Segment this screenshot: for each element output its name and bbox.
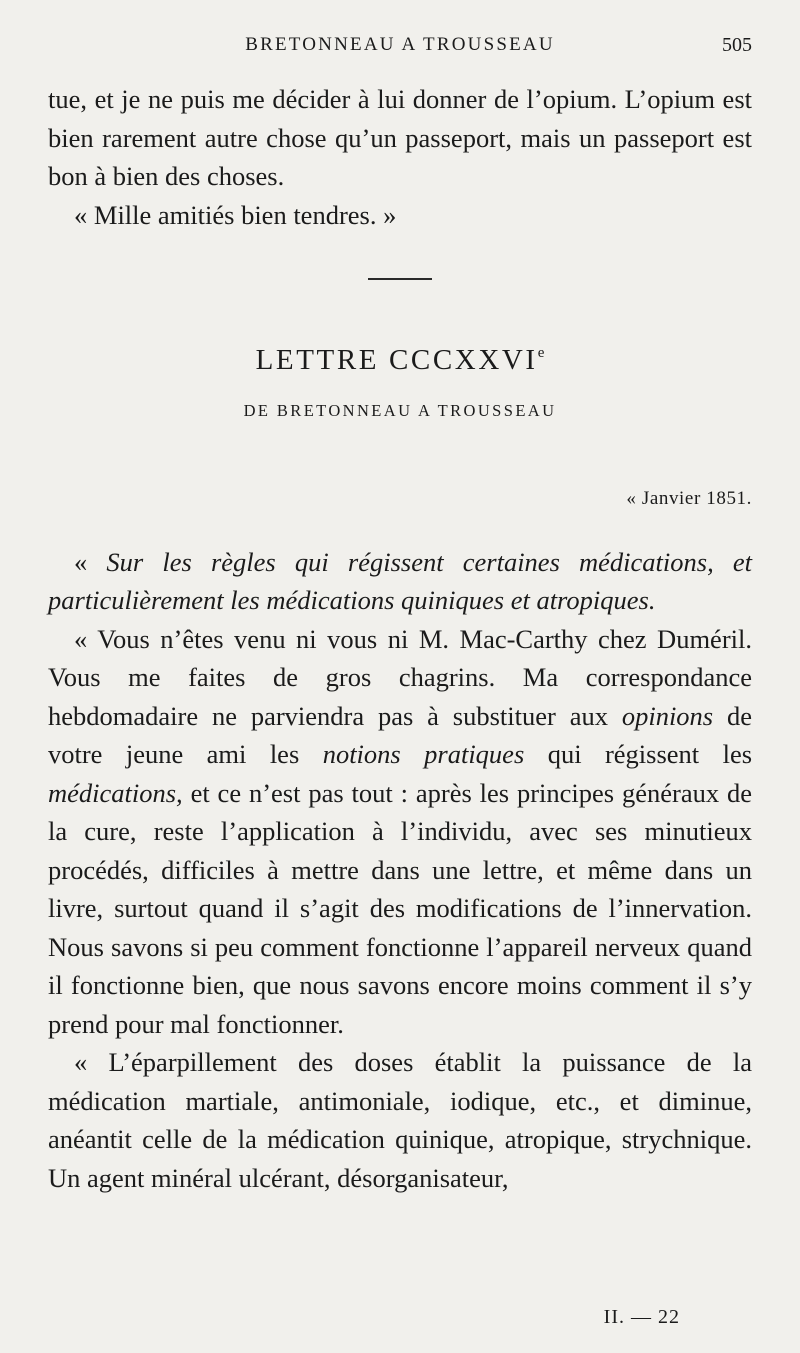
page-body xyxy=(48,80,752,1197)
subject-text: Sur les règles qui régissent certaines médications, et particulièrement les médications quiniques et atropiques. xyxy=(48,546,752,615)
letter-title xyxy=(48,334,752,379)
closing-paragraph: « Mille amitiés bien tendres. » xyxy=(74,199,397,230)
page-number: 505 xyxy=(722,34,752,56)
paragraph-1-italic-opinions: opinions xyxy=(621,700,714,731)
letter-title-superscript: e xyxy=(537,344,545,361)
continuation-paragraph: tue, et je ne puis me décider à lui donner de l’opium. L’opium est bien rarement autre chose qu’un passeport, mais un passeport est bon à bien des choses. xyxy=(48,84,752,191)
letter-subject xyxy=(48,543,752,620)
letter-subtitle: DE BRETONNEAU A TROUSSEAU xyxy=(243,400,557,420)
letter-paragraph-1 xyxy=(48,620,752,1044)
paragraph-1-text-c: de votre jeune ami les xyxy=(48,700,752,769)
letter-date: « Janvier 1851. xyxy=(626,487,752,509)
subject-quote-mark: « xyxy=(74,546,88,577)
letter-title-text: LETTRE CCCXXVI xyxy=(255,343,538,376)
paragraph-1-text-a: « Vous n’êtes venu ni vous ni M. Mac-Carthy chez Duméril. Vous me faites de gros chagrins. Ma correspondance hebdomadaire ne parviendra pas à substituer aux xyxy=(48,623,752,731)
signature-mark: II. — 22 xyxy=(603,1306,680,1328)
paragraph-1-italic-medications: médications, xyxy=(48,777,183,808)
running-title: BRETONNEAU A TROUSSEAU xyxy=(245,34,555,55)
section-divider xyxy=(368,278,432,280)
paragraph-1-text-g: et ce n’est pas tout : après les principes généraux de la cure, reste l’application à l’individu, avec ses minutieux procédés, difficiles à mettre dans une lettre, et même dans un livre, surtout quand il s’agit des modifications de l’innervation. Nous savons si peu comment fonctionne l’appareil nerveux quand il fonctionne bien, que nous savons encore moins comment il s’y prend pour mal fonctionner. xyxy=(48,777,752,1039)
letter-paragraph-2: « L’éparpillement des doses établit la puissance de la médication martiale, antimoniale, iodique, etc., et diminue, anéantit celle de la médication quinique, atropique, strychnique. Un agent minéral ulcérant, désorganisateur, xyxy=(48,1047,752,1193)
paragraph-1-text-e: qui régissent les xyxy=(547,739,753,769)
page-header xyxy=(48,34,752,64)
paragraph-1-italic-notions: notions pratiques xyxy=(322,739,525,769)
